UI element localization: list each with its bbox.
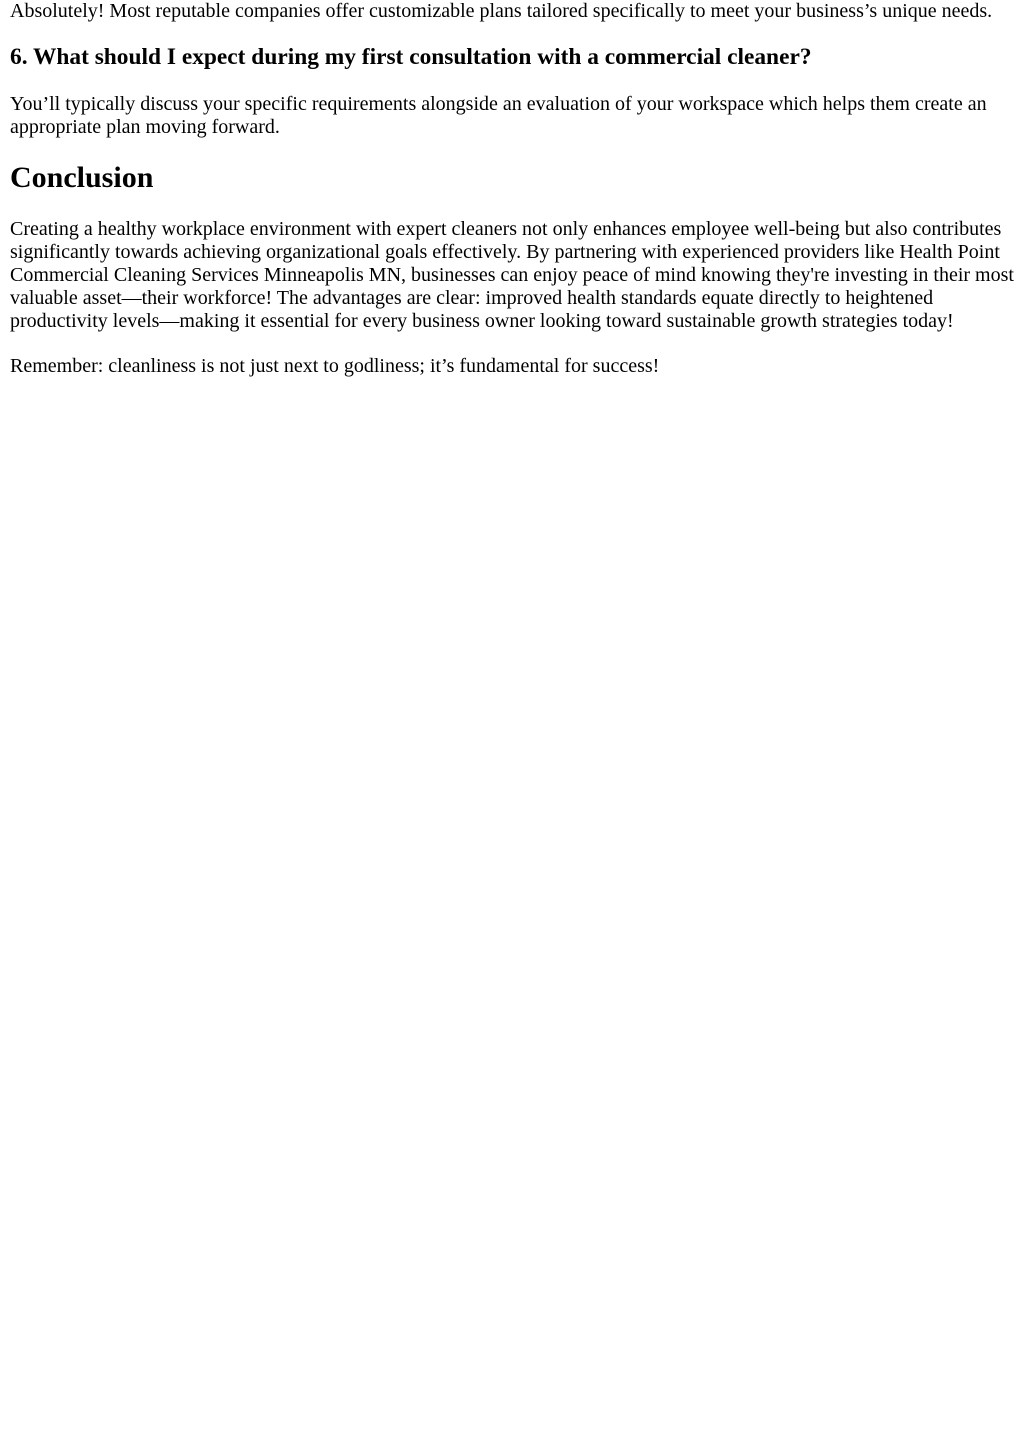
conclusion-heading: Conclusion: [10, 160, 154, 194]
faq-answer-6: You’ll typically discuss your specific requirements alongside an evaluation of your workspace which helps them create an appropriate plan moving forward.: [10, 93, 987, 139]
article-body: [0, 0, 1024, 378]
faq-answer-5: Absolutely! Most reputable companies offer customizable plans tailored specifically to meet your business’s unique needs.: [10, 0, 993, 22]
conclusion-paragraph-1: Creating a healthy workplace environment with expert cleaners not only enhances employee well-being but also contributes significantly towards achieving organizational goals effectively. By partnering with experienced providers like Health Point Commercial Cleaning Services Minneapolis MN, businesses can enjoy peace of mind knowing they're investing in their most valuable asset—their workforce! The advantages are clear: improved health standards equate directly to heightened productivity levels—making it essential for every business owner looking toward sustainable growth strategies today!: [10, 217, 1014, 333]
faq-question-6-heading: 6. What should I expect during my first consultation with a commercial cleaner?: [10, 44, 812, 71]
conclusion-paragraph-2: Remember: cleanliness is not just next to godliness; it’s fundamental for success!: [10, 354, 660, 377]
